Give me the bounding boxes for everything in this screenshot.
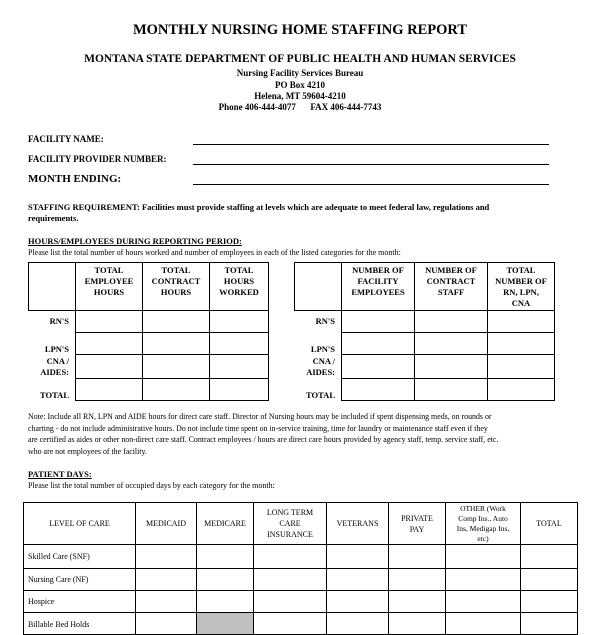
- cell-input[interactable]: [143, 379, 210, 401]
- cell-input[interactable]: [136, 545, 197, 569]
- hdr-total-rn-lpn-cna: TOTAL NUMBER OF RN, LPN, CNA: [488, 263, 555, 311]
- col-long-term-care: LONG TERM CARE INSURANCE: [254, 503, 327, 545]
- cell-shaded: [197, 613, 254, 635]
- patient-days-heading: PATIENT DAYS:: [28, 469, 92, 479]
- phone-number: Phone 406-444-4077: [218, 102, 296, 112]
- hours-table-right: [294, 262, 555, 401]
- col-other: OTHER (Work Comp Ins., Auto Ins, Medigap Ins, etc): [446, 503, 521, 545]
- cell-input[interactable]: [136, 613, 197, 635]
- hours-heading: HOURS/EMPLOYEES DURING REPORTING PERIOD:: [28, 236, 242, 246]
- cell-input[interactable]: [488, 355, 555, 379]
- row-label-rns: RN'S: [315, 316, 335, 327]
- hours-instruction: Please list the total number of hours worked and number of employees in each of the listed categories for the month:: [28, 248, 401, 257]
- cell-input[interactable]: [143, 355, 210, 379]
- col-private-pay: PRIVATE PAY: [389, 503, 446, 545]
- hours-table-left: [28, 262, 269, 401]
- row-nursing-care: Nursing Care (NF): [24, 569, 136, 591]
- cell-input[interactable]: [136, 591, 197, 613]
- cell-input[interactable]: [76, 333, 143, 355]
- staffing-requirement-text-2: requirements.: [28, 213, 79, 223]
- cell-input[interactable]: [254, 545, 327, 569]
- cell-input[interactable]: [342, 355, 415, 379]
- col-total: TOTAL: [521, 503, 578, 545]
- month-ending-label: MONTH ENDING:: [28, 173, 122, 185]
- staffing-requirement-label: STAFFING REQUIREMENT:: [28, 202, 140, 212]
- row-label-lpns: LPN'S: [310, 343, 335, 354]
- cell-input[interactable]: [143, 311, 210, 333]
- cell-input[interactable]: [446, 545, 521, 569]
- row-label-total: TOTAL: [306, 389, 335, 400]
- patient-days-table: [23, 502, 578, 635]
- cell-input[interactable]: [446, 613, 521, 635]
- contact-line: [0, 102, 600, 112]
- cell-input[interactable]: [488, 379, 555, 401]
- row-label-lpns: LPN'S: [44, 343, 69, 354]
- cell-input[interactable]: [327, 545, 389, 569]
- staffing-requirement-text: Facilities must provide staffing at levels which are adequate to meet federal law, regulations and: [141, 202, 490, 212]
- row-skilled-care: Skilled Care (SNF): [24, 545, 136, 569]
- cell-input[interactable]: [210, 379, 269, 401]
- po-box: PO Box 4210: [274, 80, 325, 90]
- row-label-cna-aides: CNA / AIDES:: [40, 355, 69, 377]
- cell-input[interactable]: [327, 613, 389, 635]
- hdr-facility-employees: NUMBER OF FACILITY EMPLOYEES: [342, 263, 415, 311]
- cell-input[interactable]: [76, 355, 143, 379]
- cell-input[interactable]: [254, 569, 327, 591]
- cell-input[interactable]: [342, 311, 415, 333]
- cell-input[interactable]: [389, 545, 446, 569]
- cell-input[interactable]: [210, 311, 269, 333]
- cell-input[interactable]: [488, 333, 555, 355]
- cell-input[interactable]: [389, 569, 446, 591]
- cell-input[interactable]: [342, 333, 415, 355]
- cell-input[interactable]: [521, 545, 578, 569]
- cell-input[interactable]: [197, 545, 254, 569]
- row-label-rns: RN'S: [49, 316, 69, 327]
- cell-input[interactable]: [389, 591, 446, 613]
- row-hospice: Hospice: [24, 591, 136, 613]
- note-line: who are not employees of the facility.: [28, 446, 147, 456]
- cell-input[interactable]: [210, 355, 269, 379]
- hdr-total-hours-worked: TOTAL HOURS WORKED: [210, 263, 269, 311]
- cell-input[interactable]: [389, 613, 446, 635]
- col-medicaid: MEDICAID: [136, 503, 197, 545]
- cell-input[interactable]: [76, 379, 143, 401]
- hdr-contract-staff: NUMBER OF CONTRACT STAFF: [415, 263, 488, 311]
- cell-input[interactable]: [327, 591, 389, 613]
- cell-input[interactable]: [415, 333, 488, 355]
- row-billable-bed-holds: Billable Bed Holds: [24, 613, 136, 635]
- provider-number-field[interactable]: [193, 164, 549, 165]
- report-title: MONTHLY NURSING HOME STAFFING REPORT: [132, 22, 468, 38]
- cell-input[interactable]: [521, 569, 578, 591]
- cell-input[interactable]: [197, 569, 254, 591]
- facility-name-field[interactable]: [193, 144, 549, 145]
- cell-input[interactable]: [521, 591, 578, 613]
- bureau-name: Nursing Facility Services Bureau: [236, 68, 364, 78]
- note-block: [28, 411, 498, 457]
- cell-input[interactable]: [76, 311, 143, 333]
- cell-input[interactable]: [415, 311, 488, 333]
- cell-input[interactable]: [136, 569, 197, 591]
- provider-number-label: FACILITY PROVIDER NUMBER:: [28, 154, 167, 164]
- cell-input[interactable]: [446, 569, 521, 591]
- cell-input[interactable]: [521, 613, 578, 635]
- month-ending-field[interactable]: [193, 184, 549, 185]
- hours-left-corner: [29, 263, 76, 311]
- hours-right-corner: [295, 263, 342, 311]
- col-level-of-care: LEVEL OF CARE: [24, 503, 136, 545]
- cell-input[interactable]: [210, 333, 269, 355]
- note-line: are certified as aides or other non-direct care staff. Contract employees / hours are direct care hours provided by agency staff, temp. service staff, etc.: [28, 435, 499, 444]
- fax-number: FAX 406-444-7743: [310, 102, 382, 112]
- cell-input[interactable]: [327, 569, 389, 591]
- patient-days-instruction: Please list the total number of occupied days by each category for the month:: [28, 481, 275, 490]
- row-label-cna-aides: CNA / AIDES:: [306, 355, 335, 377]
- note-line: charting - do not include administrative hours. Do not include time spent on in-service training, time for laundry or maintenance staff even if they: [28, 423, 488, 433]
- hdr-total-contract-hours: TOTAL CONTRACT HOURS: [143, 263, 210, 311]
- cell-input[interactable]: [143, 333, 210, 355]
- cell-input[interactable]: [254, 613, 327, 635]
- cell-input[interactable]: [446, 591, 521, 613]
- department-name: MONTANA STATE DEPARTMENT OF PUBLIC HEALTH AND HUMAN SERVICES: [84, 53, 516, 65]
- cell-input[interactable]: [415, 355, 488, 379]
- cell-input[interactable]: [488, 311, 555, 333]
- cell-input[interactable]: [197, 591, 254, 613]
- col-medicare: MEDICARE: [197, 503, 254, 545]
- col-veterans: VETERANS: [327, 503, 389, 545]
- row-label-total: TOTAL: [40, 389, 69, 400]
- staffing-requirement: [28, 202, 568, 212]
- cell-input[interactable]: [415, 379, 488, 401]
- hdr-total-employee-hours: TOTAL EMPLOYEE HOURS: [76, 263, 143, 311]
- facility-name-label: FACILITY NAME:: [28, 134, 104, 144]
- cell-input[interactable]: [342, 379, 415, 401]
- note-line: Note: Include all RN, LPN and AIDE hours for direct care staff. Director of Nursing hours may be included if spent dispensing meds, on rounds or: [28, 412, 492, 421]
- city-address: Helena, MT 59604-4210: [254, 91, 346, 101]
- cell-input[interactable]: [254, 591, 327, 613]
